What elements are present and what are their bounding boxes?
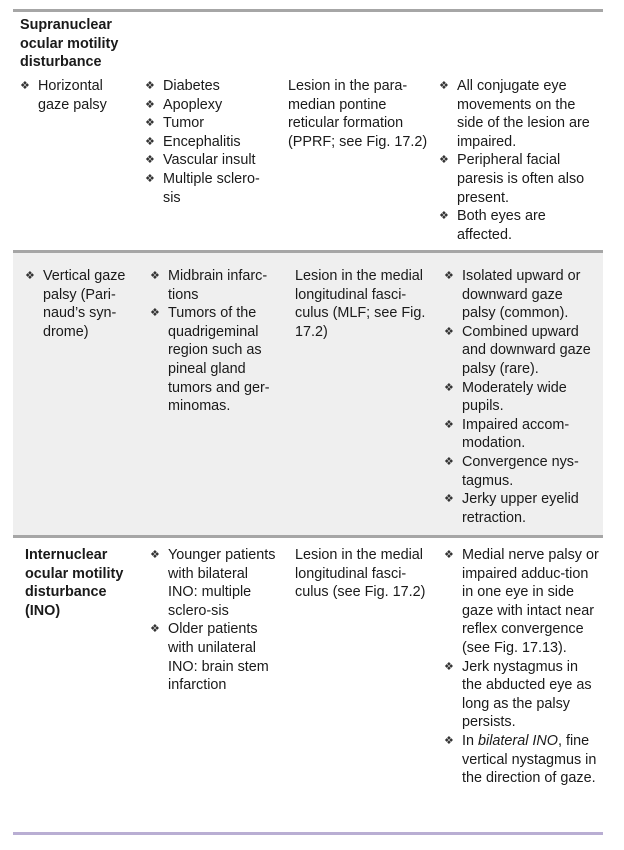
list-item: ❖ Apoplexy (145, 96, 275, 115)
list-item: ❖ Convergence nys-tagmus. (444, 453, 594, 490)
cause-list (150, 267, 285, 416)
heading-line: Supranuclear (20, 17, 112, 33)
heading-line: disturbance (20, 54, 102, 71)
heading-line: (INO) (25, 602, 61, 619)
list-item: ❖ Jerky upper eyelid retraction. (444, 490, 594, 527)
list-item: ❖ Tumors of the quadrigeminal region such as pineal gland tumors and ger-minomas. (150, 304, 285, 416)
lesion-text: Lesion in the para-median pontine reticular formation (PPRF; see Fig. 17.2) (288, 78, 428, 150)
bottom-rule (13, 832, 603, 835)
heading-line: ocular motility (20, 35, 119, 52)
list-item: ❖ Vascular insult (145, 151, 275, 170)
finding-list (444, 546, 599, 788)
section-vertical-gaze (13, 253, 603, 535)
condition-list (20, 77, 125, 114)
heading-line: Internuclear (25, 547, 108, 563)
text-span: In (462, 732, 478, 749)
section-heading (25, 546, 145, 620)
lesion-text: Lesion in the medial longitudinal fasci-culus (see Fig. 17.2) (295, 547, 426, 601)
text-span: , fine vertical nystagmus in the direction of gaze. (462, 732, 597, 787)
list-item: ❖ All conjugate eye movements on the side of the lesion are impaired. (439, 77, 599, 151)
lesion-text: Lesion in the medial longitudinal fasci-culus (MLF; see Fig. 17.2) (295, 268, 426, 340)
italic-span: bilateral INO (478, 732, 558, 749)
list-item: ❖ Medial nerve palsy or impaired adduc-tion in one eye in side gaze with intact near reflex convergence (see Fig. 17.13). (444, 546, 599, 658)
list-item: ❖ Multiple sclero-sis (145, 170, 275, 207)
list-item: ❖ Horizontal gaze palsy (20, 77, 125, 114)
heading-line: disturbance (25, 584, 107, 601)
list-item: ❖ Tumor (145, 114, 275, 133)
list-item: ❖ Moderately wide pupils. (444, 379, 594, 416)
list-item: ❖ Younger patients with bilateral INO: multiple sclero-sis (150, 546, 280, 620)
cause-list (145, 77, 275, 207)
list-item: ❖ Older patients with unilateral INO: brain stem infarction (150, 620, 280, 694)
finding-list (444, 267, 594, 527)
list-item: ❖ Isolated upward or downward gaze palsy (common). (444, 267, 594, 323)
list-item: ❖ Vertical gaze palsy (Pari-naud’s syn-drome) (25, 267, 140, 341)
heading-line: ocular motility (25, 565, 124, 582)
section-internuclear (13, 538, 603, 832)
list-item (444, 732, 599, 788)
list-item: ❖ Peripheral facial paresis is often also present. (439, 151, 599, 207)
list-item: ❖ Both eyes are affected. (439, 207, 599, 244)
section-heading (20, 16, 160, 72)
cause-list (150, 546, 280, 695)
list-item: ❖ Combined upward and downward gaze palsy (rare). (444, 323, 594, 379)
list-item: ❖ Jerk nystagmus in the abducted eye as long as the palsy persists. (444, 658, 599, 732)
finding-list (439, 77, 599, 244)
condition-list (25, 267, 140, 341)
section-supranuclear-horizontal (13, 12, 603, 250)
list-item: ❖ Midbrain infarc-tions (150, 267, 285, 304)
list-item: ❖ Encephalitis (145, 133, 275, 152)
list-item: ❖ Diabetes (145, 77, 275, 96)
list-item: ❖ Impaired accom-modation. (444, 416, 594, 453)
